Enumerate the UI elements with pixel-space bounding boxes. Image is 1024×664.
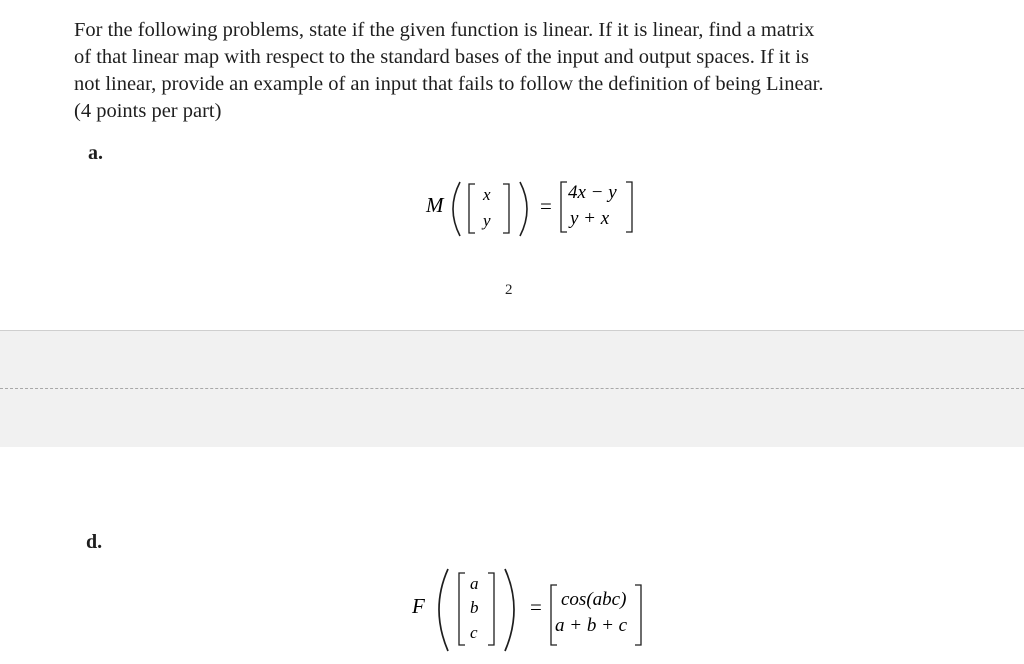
part-a-function-name: M <box>426 193 444 217</box>
part-a-left-paren <box>453 182 460 236</box>
part-a-equation <box>420 178 650 240</box>
part-a-output-entry-1: 4x − y <box>568 182 617 203</box>
part-a-equals: = <box>540 194 552 218</box>
instructions-line-3: not linear, provide an example of an input that fails to follow the definition of being Linear. <box>74 73 824 95</box>
part-d-equation <box>406 565 656 657</box>
part-a-input-entry-2: y <box>483 211 491 230</box>
part-d-output-entry-1: cos(abc) <box>561 589 627 610</box>
page-2 <box>0 447 1024 664</box>
part-d-right-paren <box>505 569 514 651</box>
problem-instructions <box>74 17 954 125</box>
part-a-input-entry-1: x <box>483 185 491 204</box>
page-number: 2 <box>505 282 513 298</box>
instructions-line-2: of that linear map with respect to the standard bases of the input and output spaces. If it is <box>74 46 809 68</box>
part-d-input-right-bracket <box>488 573 494 645</box>
part-d-equals: = <box>530 595 542 619</box>
part-a-output-right-bracket <box>626 182 632 232</box>
part-a-label: a. <box>88 142 103 164</box>
page-1 <box>0 0 1024 330</box>
instructions-line-1: For the following problems, state if the given function is linear. If it is linear, find a matrix <box>74 19 815 41</box>
part-d-label: d. <box>86 531 103 553</box>
part-d-left-paren <box>439 569 448 651</box>
part-d-input-entry-3: c <box>470 623 478 642</box>
page-break-line <box>0 388 1024 389</box>
part-a-right-paren <box>520 182 527 236</box>
part-a-output-entry-2: y + x <box>570 208 610 229</box>
part-d-input-entry-2: b <box>470 598 479 617</box>
part-a-input-right-bracket <box>503 184 509 233</box>
part-d-output-entry-2: a + b + c <box>555 615 628 636</box>
part-d-function-name: F <box>412 594 425 618</box>
part-d-input-left-bracket <box>459 573 465 645</box>
part-a-input-left-bracket <box>469 184 475 233</box>
part-d-output-right-bracket <box>635 585 641 645</box>
part-d-input-entry-1: a <box>470 574 479 593</box>
instructions-line-4: (4 points per part) <box>74 100 222 122</box>
page-gap <box>0 330 1024 448</box>
part-a-output-left-bracket <box>561 182 567 232</box>
